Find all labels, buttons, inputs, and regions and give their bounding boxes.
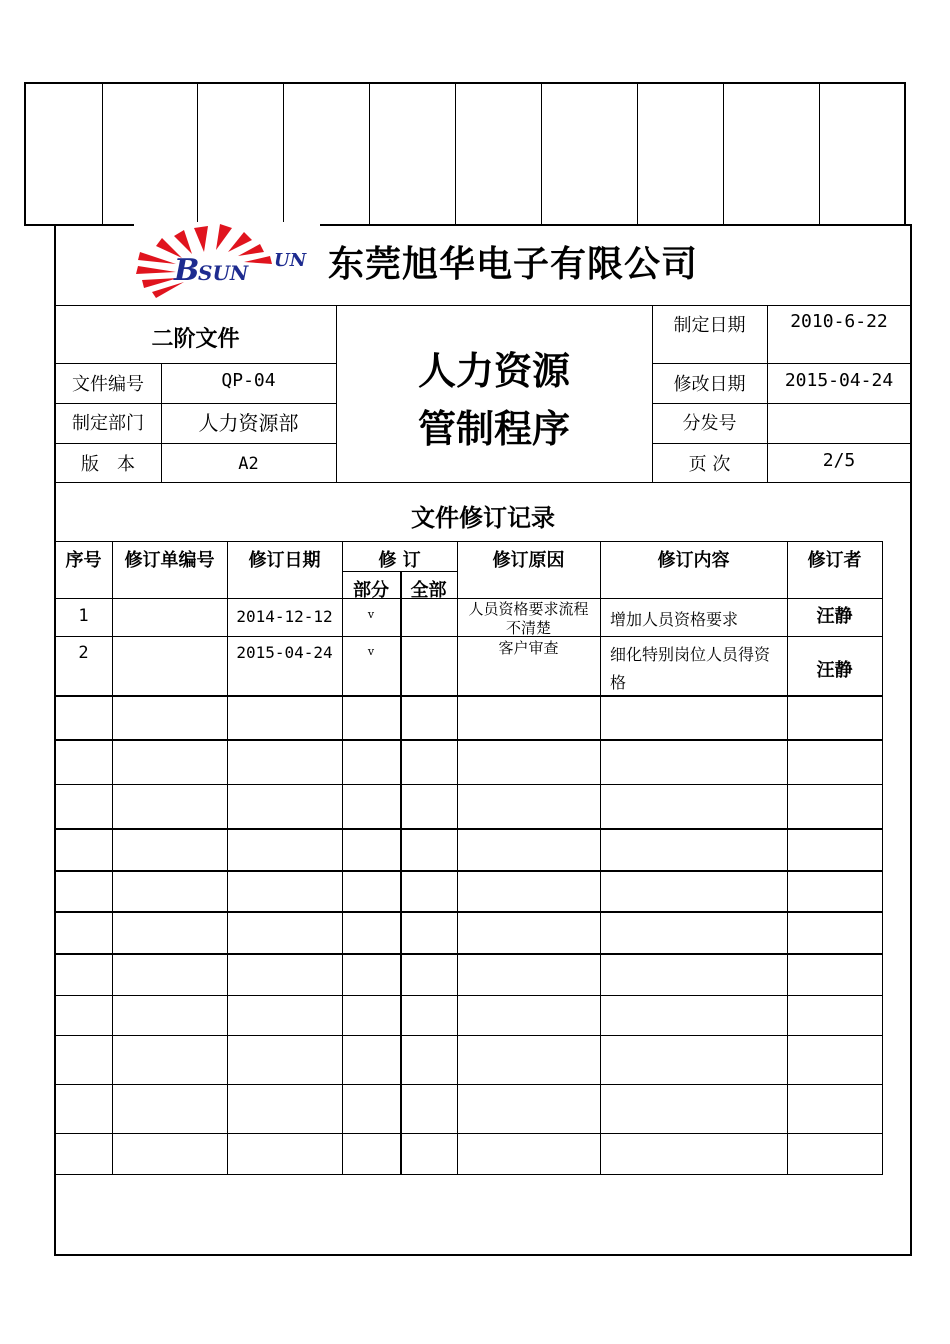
doc-no: QP-04 — [221, 370, 276, 391]
table-line — [55, 1035, 883, 1036]
row-1-date: 2014-12-12 — [236, 607, 333, 626]
company-logo — [134, 222, 320, 300]
table-line — [227, 541, 228, 1174]
table-line — [55, 695, 883, 697]
grid-divider — [102, 84, 103, 224]
row-1-reviser: 汪静 — [816, 606, 853, 627]
grid-divider — [369, 84, 370, 224]
divider — [55, 443, 336, 444]
row-2-content-cont: 格 — [610, 673, 627, 692]
row-2-part: v — [367, 645, 375, 658]
row-1-reason-cont: 不清楚 — [505, 619, 551, 637]
divider — [652, 403, 911, 404]
grid-divider — [541, 84, 542, 224]
doc-no-label: 文件编号 — [72, 374, 144, 395]
row-1-reason: 人员资格要求流程 — [468, 600, 589, 618]
table-line — [55, 911, 883, 913]
row-2-content: 细化特别岗位人员得资 — [610, 645, 771, 664]
col-form-no: 修订单编号 — [124, 550, 215, 571]
page-label: 页 次 — [688, 454, 731, 475]
row-1-no: 1 — [78, 606, 89, 626]
table-line — [600, 541, 601, 1174]
table-line — [55, 784, 883, 785]
divider — [55, 482, 911, 483]
divider — [55, 305, 911, 306]
logo-letters-un: UN — [274, 250, 307, 271]
mod-date: 2015-04-24 — [784, 370, 894, 391]
signature-grid — [24, 82, 906, 226]
table-line — [112, 541, 113, 1174]
doc-level: 二阶文件 — [151, 326, 240, 352]
table-line — [55, 828, 883, 830]
table-line — [55, 995, 883, 996]
row-2-no: 2 — [78, 643, 89, 663]
grid-divider — [283, 84, 284, 224]
table-line — [55, 541, 883, 542]
col-content: 修订内容 — [657, 550, 730, 571]
table-line — [342, 541, 343, 1174]
divider — [652, 443, 911, 444]
table-line — [882, 541, 883, 1174]
col-revision: 修 订 — [378, 550, 421, 571]
table-line — [400, 571, 402, 1174]
grid-divider — [197, 84, 198, 224]
mod-date-label: 修改日期 — [673, 374, 746, 395]
divider — [55, 403, 336, 404]
table-line — [55, 739, 883, 741]
logo-letter-b: B — [174, 253, 200, 288]
sun-logo-icon — [134, 222, 320, 300]
table-line — [55, 870, 883, 872]
grid-divider — [637, 84, 638, 224]
made-date: 2010-6-22 — [790, 311, 888, 332]
version-label: 版 本 — [81, 454, 135, 475]
col-full: 全部 — [410, 580, 447, 601]
dept-label: 制定部门 — [72, 413, 144, 434]
col-reviser: 修订者 — [807, 550, 862, 571]
divider — [652, 363, 911, 364]
page-no: 2/5 — [822, 450, 856, 471]
row-2-reviser: 汪静 — [816, 660, 853, 681]
version: A2 — [238, 454, 259, 474]
doc-title-line1: 人力资源 — [417, 348, 570, 393]
dist-label: 分发号 — [682, 413, 737, 434]
company-name: 东莞旭华电子有限公司 — [328, 243, 699, 285]
row-2-date: 2015-04-24 — [236, 643, 333, 662]
grid-divider — [819, 84, 820, 224]
revision-title: 文件修订记录 — [411, 503, 555, 532]
made-date-label: 制定日期 — [673, 315, 746, 336]
col-part: 部分 — [353, 580, 389, 601]
divider — [55, 363, 336, 364]
col-date: 修订日期 — [248, 550, 321, 571]
table-line — [55, 1084, 883, 1085]
col-no: 序号 — [65, 550, 102, 571]
dept: 人力资源部 — [198, 411, 299, 435]
table-line — [55, 1174, 883, 1175]
row-1-part: v — [367, 608, 375, 621]
col-reason: 修订原因 — [492, 550, 565, 571]
doc-title-line2: 管制程序 — [417, 406, 570, 451]
grid-divider — [723, 84, 724, 224]
table-line — [787, 541, 788, 1174]
table-line — [55, 1133, 883, 1134]
table-line — [55, 953, 883, 955]
grid-divider — [455, 84, 456, 224]
row-2-reason: 客户审查 — [498, 639, 559, 657]
logo-letters-sun: SUN — [198, 261, 249, 285]
row-1-content: 增加人员资格要求 — [610, 610, 739, 629]
